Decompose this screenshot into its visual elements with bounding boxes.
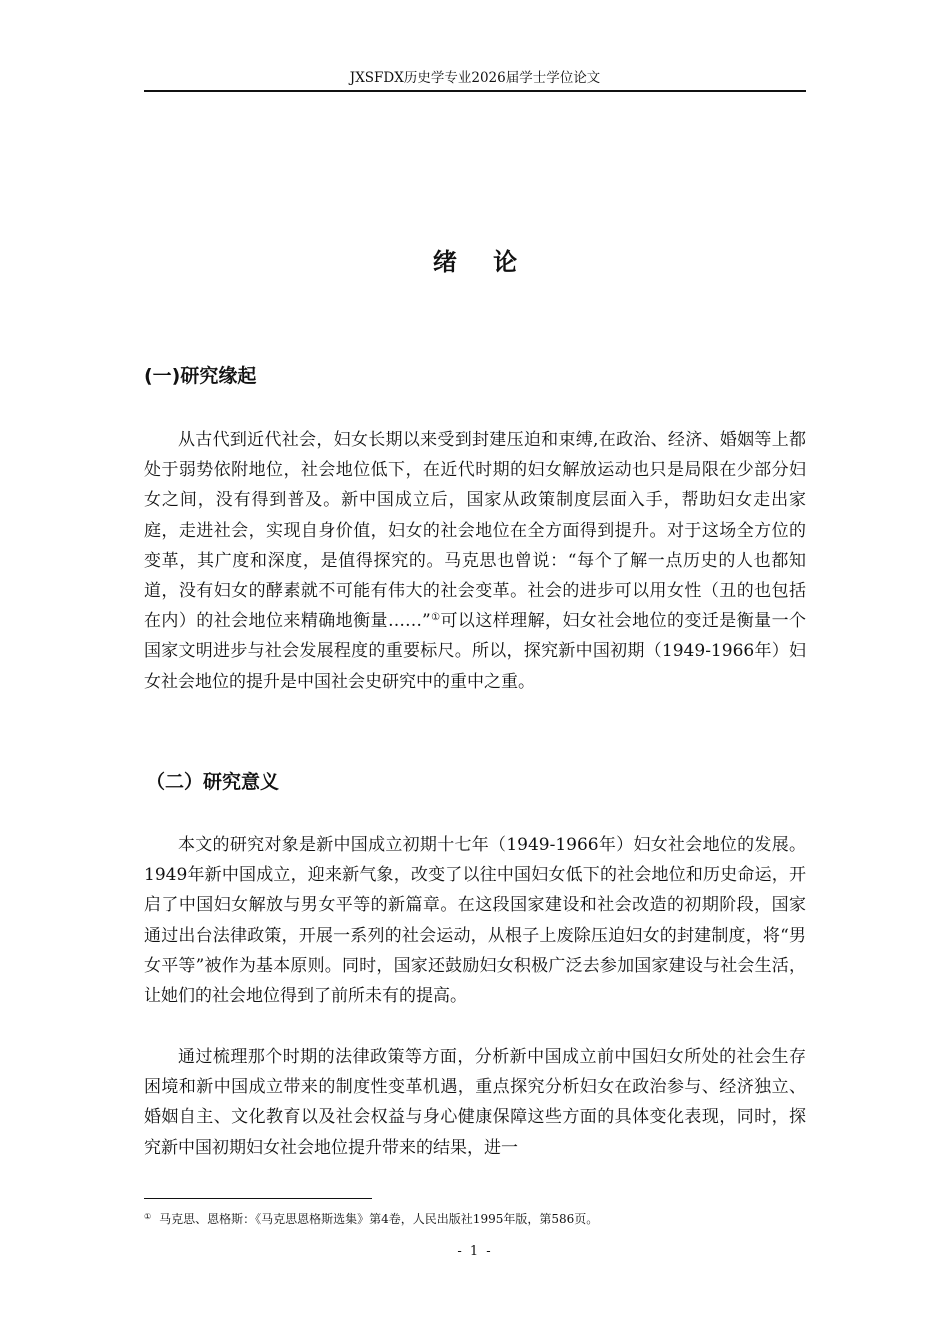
footnote: [144, 1208, 806, 1228]
paragraph-text: 可以这样理解，妇女社会地位的变迁是衡量一个国家文明进步与社会发展程度的重要标尺。所以，探究新中国初期（1949-1966年）妇女社会地位的提升是中国社会史研究中的重中之重。: [144, 611, 806, 692]
footnote-divider: [144, 1198, 372, 1199]
paragraph-significance-2: 通过梳理那个时期的法律政策等方面，分析新中国成立前中国妇女所处的社会生存困境和新中国成立带来的制度性变革机遇，重点探究分析妇女在政治参与、经济独立、婚姻自主、文化教育以及社会权益与身心健康保障这些方面的具体变化表现，同时，探究新中国初期妇女社会地位提升带来的结果，进一: [144, 1047, 806, 1158]
footnote-reference[interactable]: ①: [430, 612, 441, 624]
footnote-text: 马克思、恩格斯：《马克思恩格斯选集》第4卷，人民出版社1995年版，第586页。: [159, 1212, 599, 1226]
footnote-mark: ①: [144, 1212, 152, 1221]
section-heading-origin: (一)研究缘起: [144, 365, 257, 387]
paragraph-origin: [144, 425, 806, 697]
paragraph-text: 从古代到近代社会，妇女长期以来受到封建压迫和束缚,在政治、经济、婚姻等上都处于弱势依附地位，社会地位低下，在近代时期的妇女解放运动也只是局限在少部分妇女之间，没有得到普及。新中国成立后，国家从政策制度层面入手，帮助妇女走出家庭，走进社会，实现自身价值，妇女的社会地位在全方面得到提升。对于这场全方位的变革，其广度和深度，是值得探究的。马克思也曾说：“每个了解一点历史的人也都知道，没有妇女的酵素就不可能有伟大的社会变革。社会的进步可以用女性（丑的也包括在内）的社会地位来精确地衡量……”: [144, 430, 806, 632]
section-heading-significance: （二）研究意义: [146, 771, 280, 793]
page-number: - 1 -: [457, 1244, 493, 1259]
chapter-title: 绪 论: [432, 248, 532, 276]
paragraph-significance-1: 本文的研究对象是新中国成立初期十七年（1949-1966年）妇女社会地位的发展。1949年新中国成立，迎来新气象，改变了以往中国妇女低下的社会地位和历史命运，开启了中国妇女解放与男女平等的新篇章。在这段国家建设和社会改造的初期阶段，国家通过出台法律政策，开展一系列的社会运动，从根子上废除压迫妇女的封建制度，将“男女平等”被作为基本原则。同时，国家还鼓励妇女积极广泛去参加国家建设与社会生活，让她们的社会地位得到了前所未有的提高。: [144, 835, 806, 1007]
page-header: JXSFDX历史学专业2026届学士学位论文: [144, 68, 806, 92]
